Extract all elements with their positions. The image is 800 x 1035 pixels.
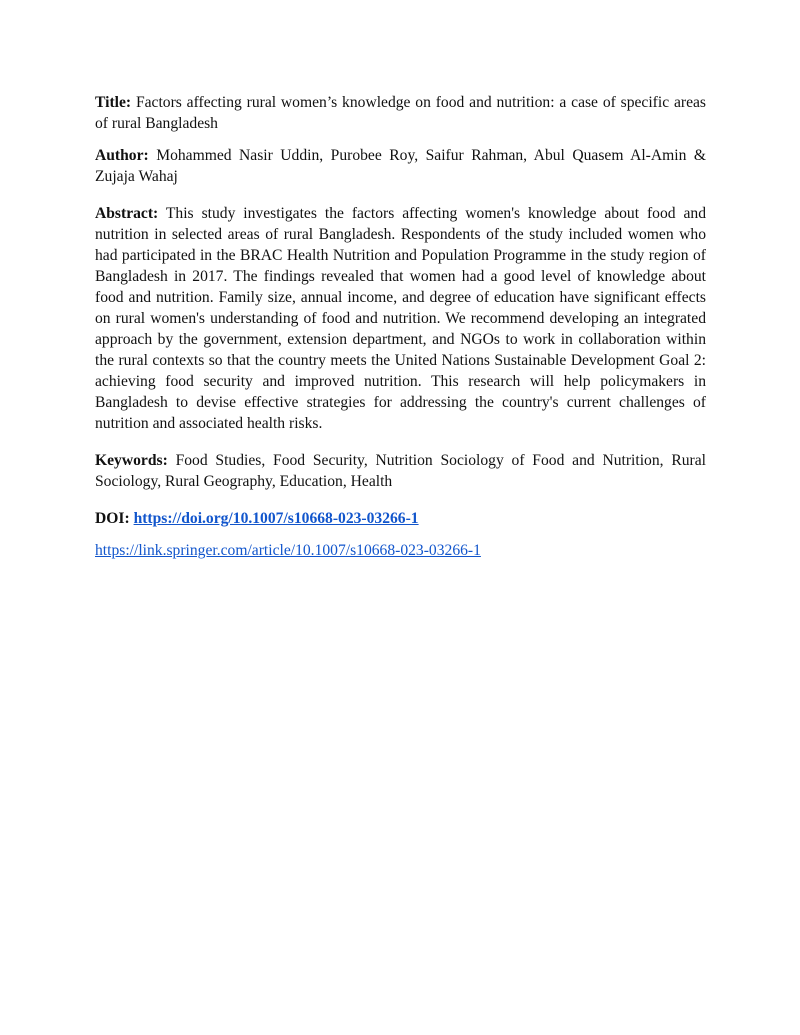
- keywords-label: Keywords:: [95, 452, 168, 469]
- document-page: [95, 92, 706, 561]
- abstract-label: Abstract:: [95, 205, 159, 222]
- abstract-paragraph: [95, 203, 706, 434]
- doi-label: DOI:: [95, 510, 130, 527]
- doi-paragraph: [95, 508, 706, 529]
- keywords-paragraph: [95, 450, 706, 492]
- author-label: Author:: [95, 147, 149, 164]
- author-paragraph: [95, 145, 706, 187]
- springer-link-paragraph: [95, 540, 706, 561]
- abstract-text: This study investigates the factors affecting women's knowledge about food and nutrition in selected areas of rural Bangladesh. Respondents of the study included women who had participated in the BRAC Health Nutrition and Population Programme in the study region of Bangladesh in 2017. The findings revealed that women had a good level of knowledge about food and nutrition. Family size, annual income, and degree of education have significant effects on rural women's understanding of food and nutrition. We recommend developing an integrated approach by the government, extension department, and NGOs to work in collaboration within the rural contexts so that the country meets the United Nations Sustainable Development Goal 2: achieving food security and improved nutrition. This research will help policymakers in Bangladesh to devise effective strategies for addressing the country's current challenges of nutrition and associated health risks.: [95, 205, 707, 432]
- keywords-text: Food Studies, Food Security, Nutrition Sociology of Food and Nutrition, Rural Sociology, Rural Geography, Education, Health: [95, 452, 706, 490]
- author-text: Mohammed Nasir Uddin, Purobee Roy, Saifur Rahman, Abul Quasem Al-Amin & Zujaja Wahaj: [95, 147, 706, 185]
- title-paragraph: [95, 92, 706, 134]
- title-text: Factors affecting rural women’s knowledge on food and nutrition: a case of specific areas of rural Bangladesh: [95, 94, 706, 132]
- springer-link[interactable]: https://link.springer.com/article/10.1007/s10668-023-03266-1: [95, 542, 481, 559]
- title-label: Title:: [95, 94, 132, 111]
- doi-link[interactable]: https://doi.org/10.1007/s10668-023-03266-1: [133, 510, 419, 527]
